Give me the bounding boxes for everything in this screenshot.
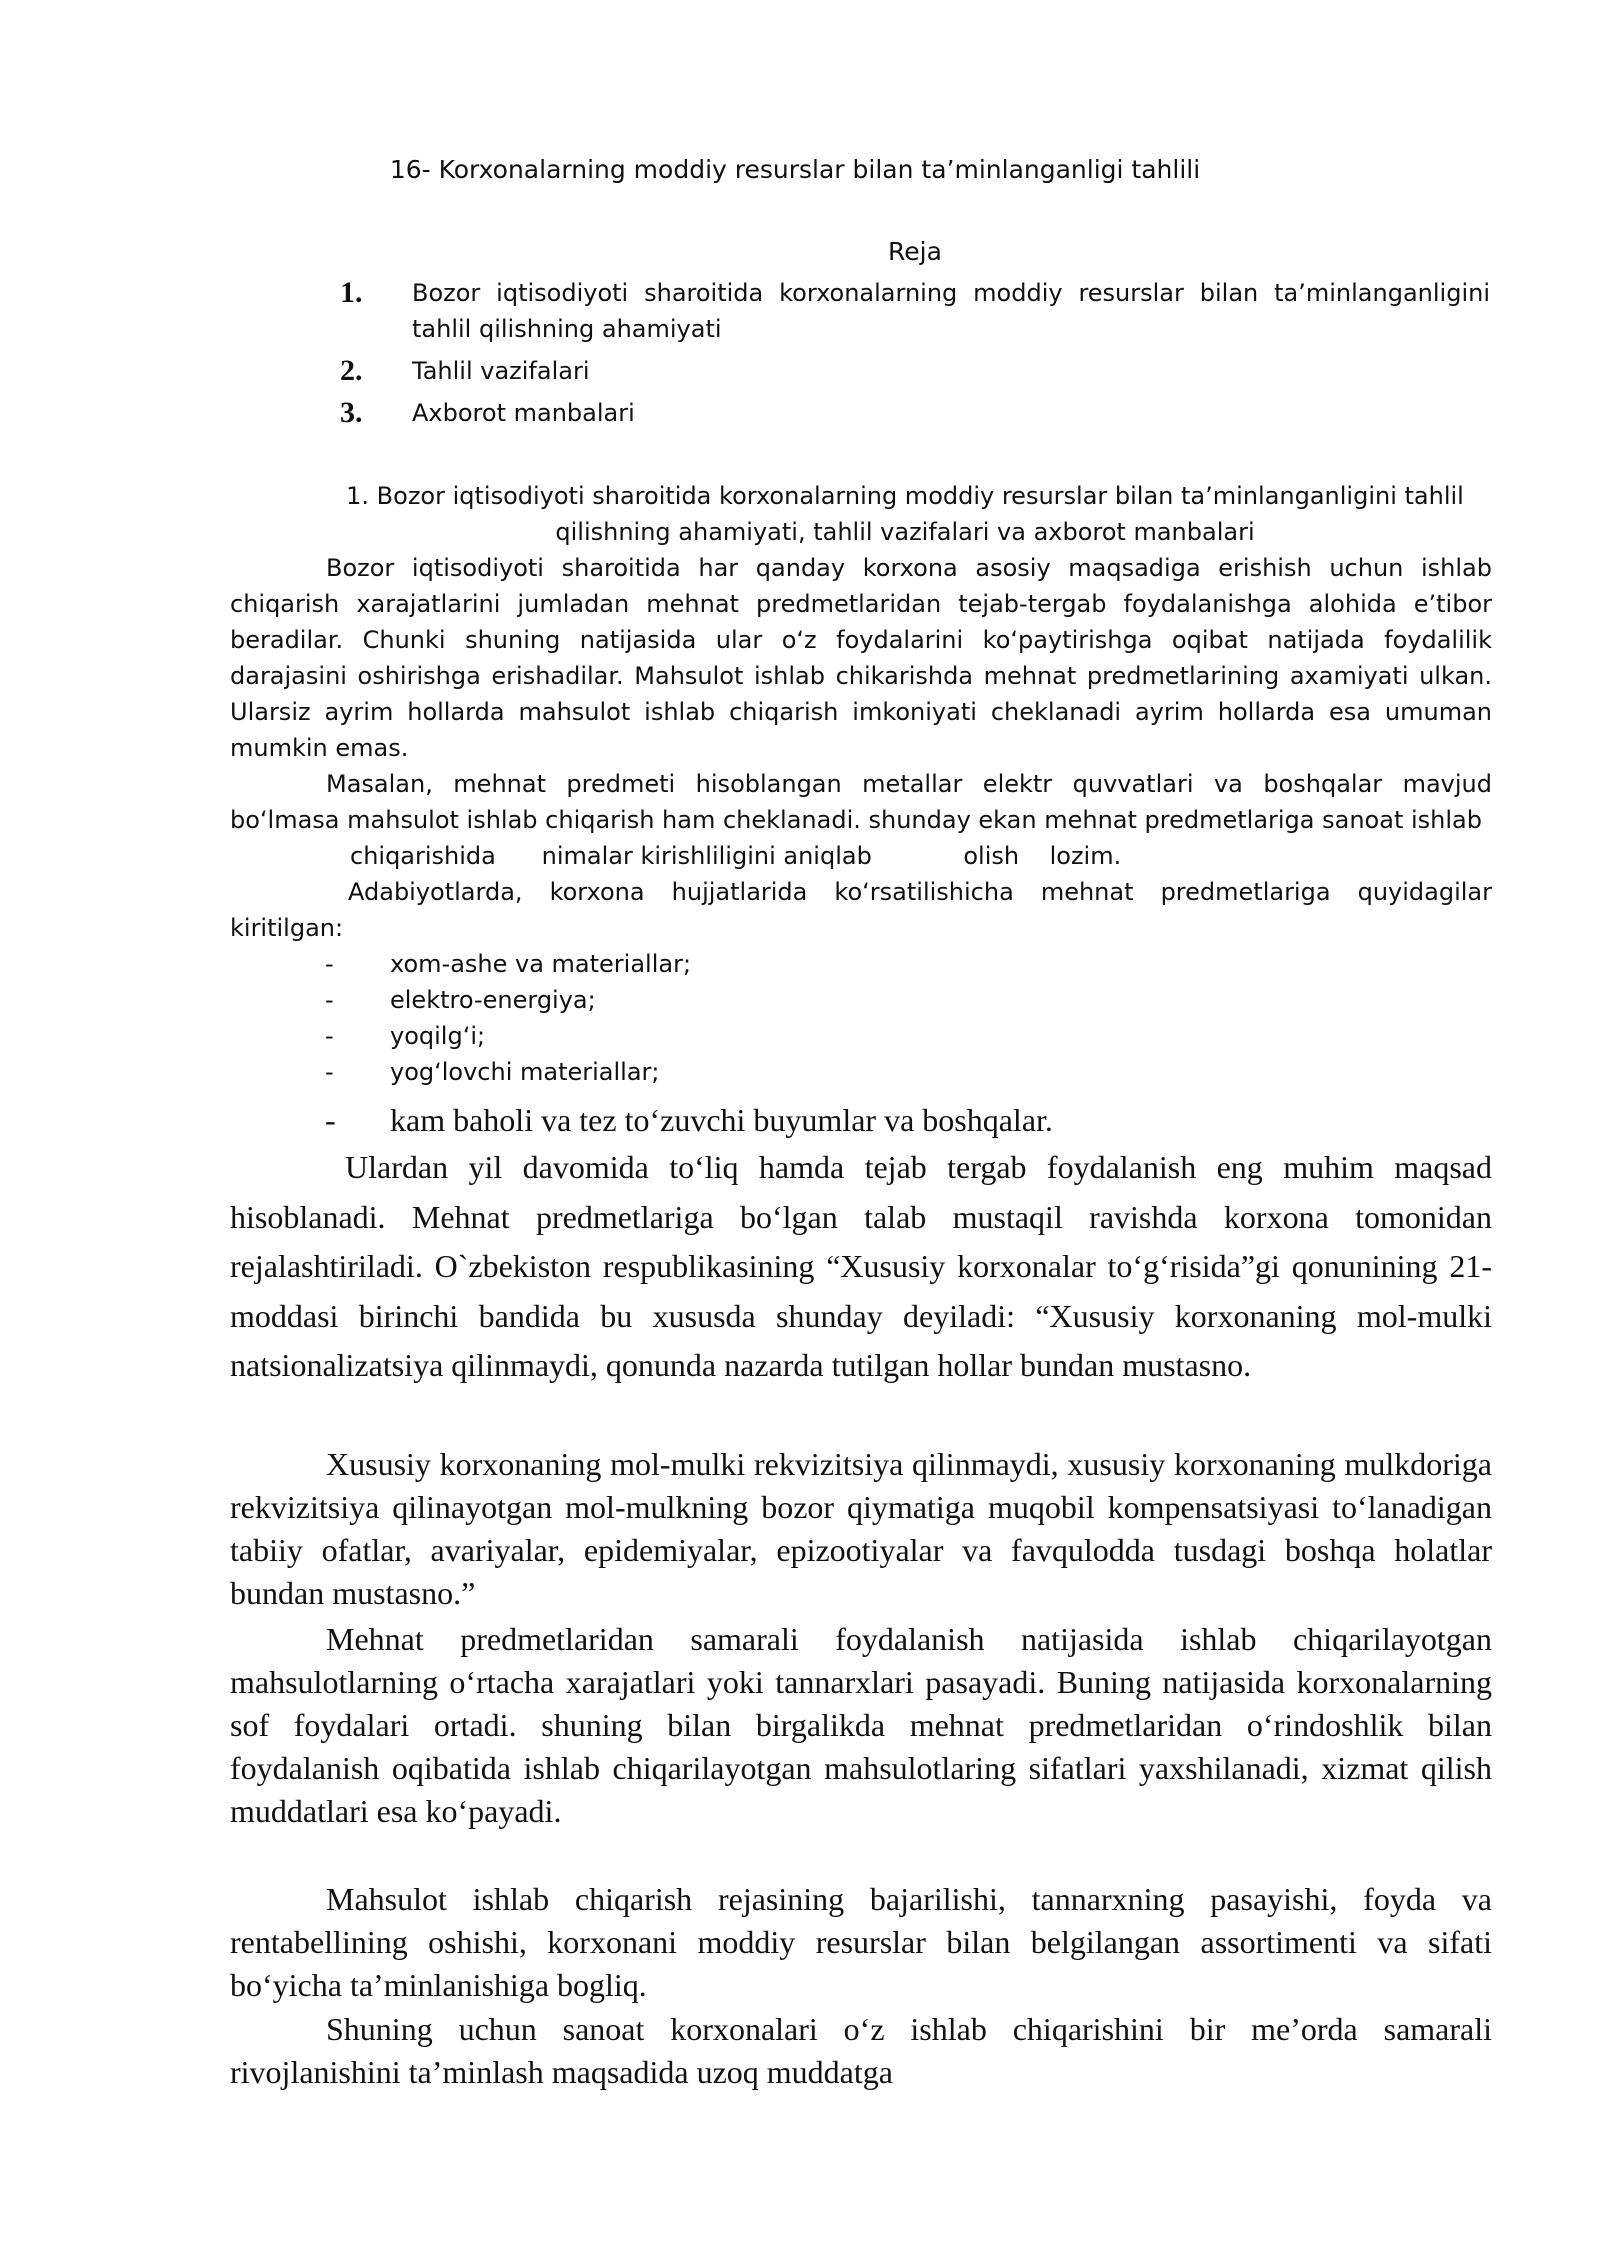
plan-item-text: Bozor iqtisodiyoti sharoitida korxonalarning moddiy resurslar bilan ta’minlanganligini tahlil qilishning ahamiyati: [412, 279, 1490, 343]
list-item-text: yog‘lovchi materiallar;: [390, 1058, 660, 1086]
list-item-text: xom-ashe va materiallar;: [390, 950, 692, 978]
list-item: [325, 982, 596, 1018]
paragraph-8: Shuning uchun sanoat korxonalari o‘z ishlab chiqarishini bir me’orda samarali rivojlanishini ta’minlash maqsadida uzoq muddatga: [230, 2011, 1492, 2090]
list-item: [325, 946, 691, 982]
plan-item-number: 3.: [340, 396, 363, 429]
list-item: [325, 1099, 1053, 1142]
plan-item: [340, 275, 1490, 347]
paragraph-4: Ulardan yil davomida to‘liq hamda tejab tergab foydalanish eng muhim maqsad hisoblanadi. Mehnat predmetlariga bo‘lgan talab mustaqil ravishda korxona tomonidan rejalashtiriladi. O`zbekiston respublikasining “Xususiy korxonalar to‘g‘risida”gi qonunining 21- moddasi birinchi bandida bu xususda shunday deyiladi: “Xususiy korxonaning mol-mulki natsionalizatsiya qilinmaydi, qonunda nazarda tutilgan hollar bundan mustasno.: [230, 1149, 1492, 1383]
section-heading: 1. Bozor iqtisodiyoti sharoitida korxonalarning moddiy resurslar bilan ta’minlanganligini tahlil qilishning ahamiyati, tahlil vazifalari va axborot manbalari: [346, 482, 1464, 546]
plan-item-number: 1.: [340, 276, 363, 309]
list-item: [325, 1054, 660, 1090]
list-item-text: elektro-energiya;: [390, 986, 596, 1014]
document-title: 16- Korxonalarning moddiy resurslar bilan ta’minlanganligi tahlili: [389, 155, 1201, 184]
paragraph-6: Mehnat predmetlaridan samarali foydalanish natijasida ishlab chiqarilayotgan mahsulotlarning o‘rtacha xarajatlari yoki tannarxlari pasayadi. Buning natijasida korxonalarning sof foydalari ortadi. shuning bilan birgalikda mehnat predmetlaridan o‘rindoshlik bilan foydalanish oqibatida ishlab chiqarilayotgan mahsulotlaring sifatlari yaxshilanadi, xizmat qilish muddatlari esa ko‘payadi.: [230, 1621, 1492, 1829]
list-dash: -: [325, 1022, 334, 1050]
plan-heading: Reja: [888, 237, 942, 266]
paragraph-7: Mahsulot ishlab chiqarish rejasining bajarilishi, tannarxning pasayishi, foyda va rentabellining oshishi, korxonani moddiy resurslar bilan belgilangan assortimenti va sifati bo‘yicha ta’minlanishiga bogliq.: [230, 1881, 1492, 2003]
paragraph-1: Bozor iqtisodiyoti sharoitida har qanday korxona asosiy maqsadiga erishish uchun ishlab chiqarish xarajatlarini jumladan mehnat predmetlaridan tejab-tergab foydalanishga alohida e’tibor beradilar. Chunki shuning natijasida ular o‘z foydalarini ko‘paytirishga oqibat natijada foydalilik darajasini oshirishga erishadilar. Mahsulot ishlab chikarishda mehnat predmetlarining axamiyati ulkan. Ularsiz ayrim hollarda mahsulot ishlab chiqarish imkoniyati cheklanadi ayrim hollarda esa umuman mumkin emas.: [230, 554, 1492, 762]
plan-item-text: Tahlil vazifalari: [412, 357, 590, 385]
list-item-text: kam baholi va tez to‘zuvchi buyumlar va boshqalar.: [390, 1102, 1053, 1138]
list-dash: -: [325, 986, 334, 1014]
list-dash: -: [325, 950, 334, 978]
paragraph-5: Xususiy korxonaning mol-mulki rekvizitsiya qilinmaydi, xususiy korxonaning mulkdoriga rekvizitsiya qilinayotgan mol-mulkning bozor qiymatiga muqobil kompensatsiyasi to‘lanadigan tabiiy ofatlar, avariyalar, epidemiyalar, epizootiyalar va favqulodda tusdagi boshqa holatlar bundan mustasno.”: [230, 1446, 1492, 1611]
paragraph-2-continued: chiqarishida nimalar kirishliligini aniqlab olish lozim.: [350, 842, 1122, 870]
plan-item-text: Axborot manbalari: [412, 399, 635, 427]
list-dash: -: [325, 1102, 336, 1138]
plan-item: [340, 353, 1490, 389]
plan-item: [340, 395, 1490, 431]
plan-list: [340, 275, 1490, 437]
paragraph-2: Masalan, mehnat predmeti hisoblangan metallar elektr quvvatlari va boshqalar mavjud bo‘lmasa mahsulot ishlab chiqarish ham cheklanadi. shunday ekan mehnat predmetlariga sanoat ishlab: [230, 770, 1492, 834]
list-dash: -: [325, 1058, 334, 1086]
list-item: [325, 1018, 485, 1054]
paragraph-3: Adabiyotlarda, korxona hujjatlarida ko‘rsatilishicha mehnat predmetlariga quyidagilar kiritilgan:: [230, 878, 1492, 942]
list-item-text: yoqilg‘i;: [390, 1022, 486, 1050]
plan-item-number: 2.: [340, 354, 363, 387]
